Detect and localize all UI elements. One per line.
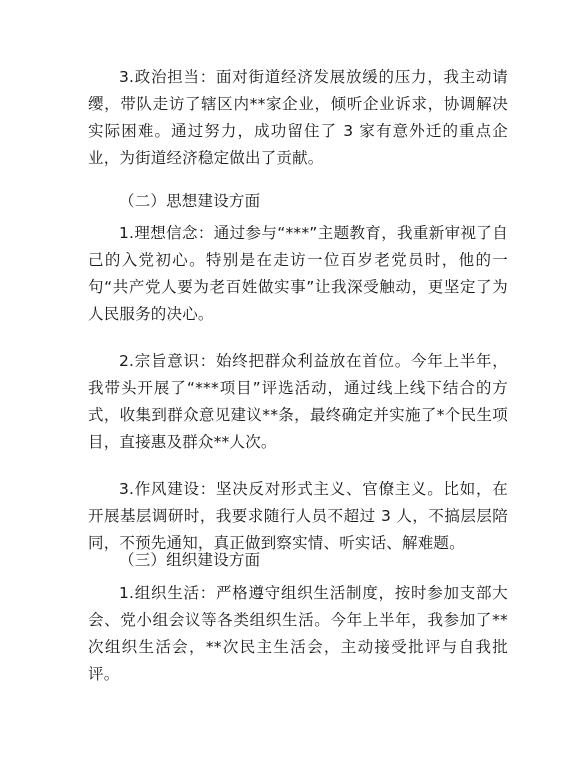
paragraph-political-responsibility — [88, 64, 508, 172]
paragraph-text: 2.宗旨意识：始终把群众利益放在首位。今年上半年，我带头开展了“***项目”评选活动，通过线上线下结合的方式，收集到群众意见建议**条，最终确定并实施了*个民生项目，直接惠及群众**人次。 — [88, 352, 508, 451]
paragraph-text: 1.组织生活：严格遵守组织生活制度，按时参加支部大会、党小组会议等各类组织生活。今年上半年，我参加了**次组织生活会，**次民主生活会，主动接受批评与自我批评。 — [88, 584, 508, 683]
paragraph-text: 3.作风建设：坚决反对形式主义、官僚主义。比如，在开展基层调研时，我要求随行人员不超过 3 人，不搞层层陪同，不预先通知，真正做到察实情、听实话、解难题。 — [88, 480, 508, 552]
paragraph-organizational-life — [88, 580, 508, 688]
paragraph-ideals-beliefs — [88, 220, 508, 328]
section-heading-organizational — [88, 547, 508, 574]
section-heading-ideological — [88, 188, 508, 215]
section-heading-text: （二）思想建设方面 — [119, 192, 261, 210]
paragraph-text: 3.政治担当：面对街道经济发展放缓的压力，我主动请缨，带队走访了辖区内**家企业，倾听企业诉求，协调解决实际困难。通过努力，成功留住了 3 家有意外迁的重点企业，为街道经济稳定做出了贡献。 — [88, 68, 508, 167]
paragraph-purpose-awareness — [88, 348, 508, 456]
paragraph-text: 1.理想信念：通过参与“***”主题教育，我重新审视了自己的入党初心。特别是在走访一位百岁老党员时，他的一句“共产党人要为老百姓做实事”让我深受触动，更坚定了为人民服务的决心。 — [88, 224, 508, 323]
paragraph-work-style — [88, 476, 508, 557]
section-heading-text: （三）组织建设方面 — [119, 551, 261, 569]
